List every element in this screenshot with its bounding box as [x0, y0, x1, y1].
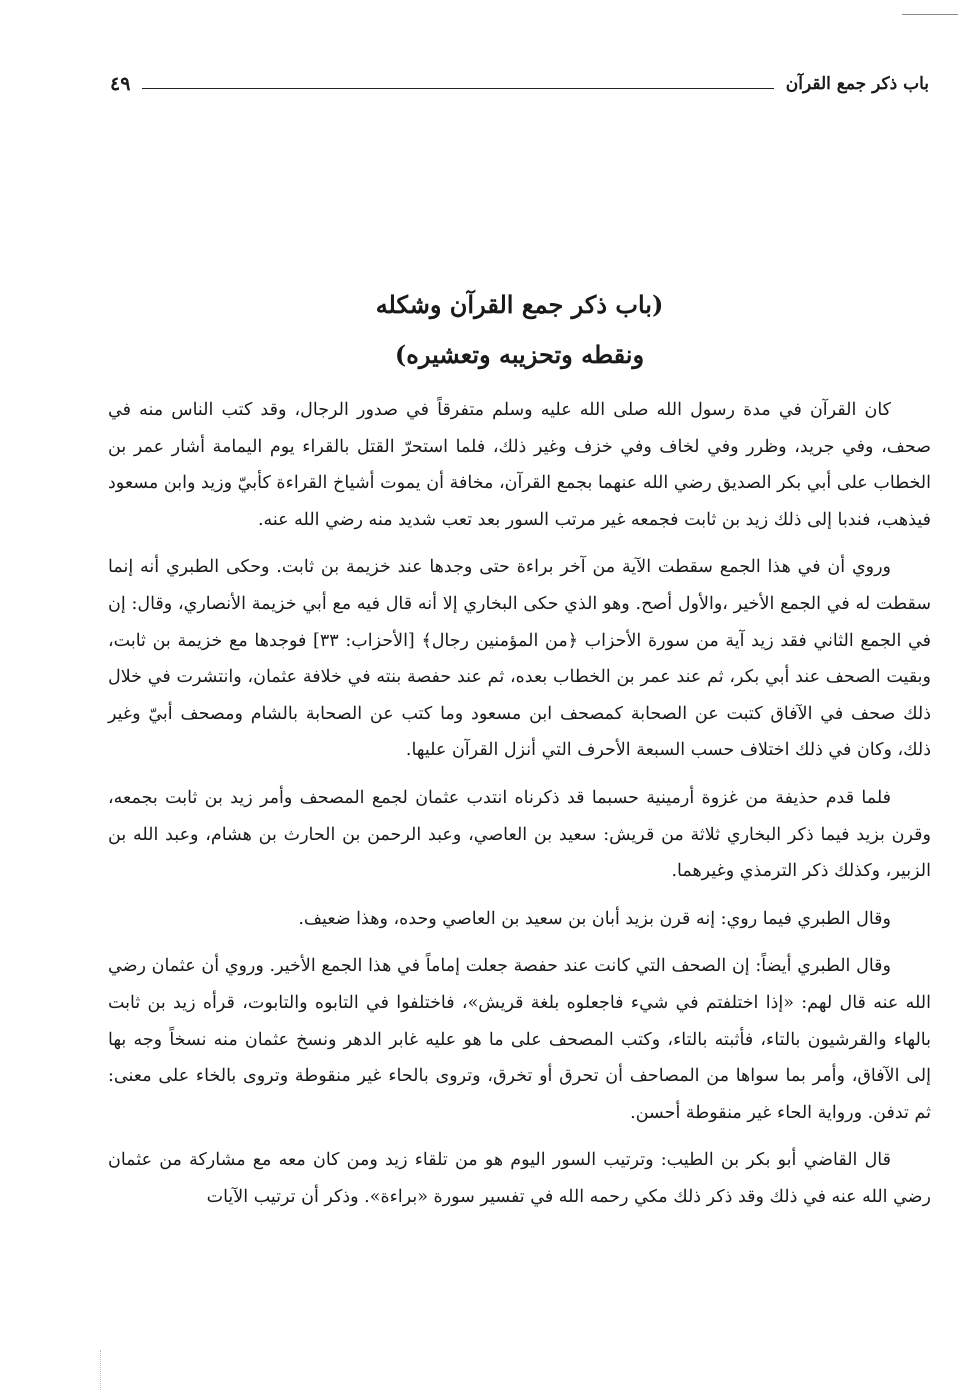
chapter-title-line-1: (باب ذكر جمع القرآن وشكله [375, 290, 664, 319]
paragraph-2: وروي أن في هذا الجمع سقطت الآية من آخر براءة حتى وجدها عند خزيمة بن ثابت. وحكى الطبري أنه إنما سقطت له في الجمع الأخير ،والأول أصح. وهو الذي حكى البخاري إلا أنه قال فيه مع أبي خزيمة الأنصاري، وقال: إن في الجمع الثاني فقد زيد آية من سورة الأحزاب ﴿من المؤمنين رجال﴾ [الأحزاب: ٣٣] فوجدها مع خزيمة بن ثابت، وبقيت الصحف عند أبي بكر، ثم عند عمر بن الخطاب بعده، ثم عند حفصة بنته في خلافة عثمان، وانتشرت في خلال ذلك صحف في الآفاق كتبت عن الصحابة كمصحف ابن مسعود وما كتب عن الصحابة بالشام ومصحف أبيّ وغير ذلك، وكان في ذلك اختلاف حسب السبعة الأحرف التي أنزل القرآن عليها. [108, 557, 931, 761]
margin-mark [100, 1350, 102, 1390]
page-number: ٤٩ [110, 73, 131, 95]
paragraph-1: كان القرآن في مدة رسول الله صلى الله عليه وسلم متفرقاً في صدور الرجال، وقد كتب الناس منه في صحف، وفي جريد، وظرر وفي لخاف وفي خزف وغير ذلك، فلما استحرّ القتل بالقراء يوم اليمامة أشار عمر بن الخطاب على أبي بكر الصديق رضي الله عنهما بجمع القرآن، مخافة أن يموت أشياخ القراءة كأبيّ وزيد وابن مسعود فيذهب، فندبا إلى ذلك زيد بن ثابت فجمعه غير مرتب السور بعد تعب شديد منه رضي الله عنه. [108, 400, 931, 530]
body-text [108, 392, 931, 1215]
paragraph-6: قال القاضي أبو بكر بن الطيب: وترتيب السور اليوم هو من تلقاء زيد ومن كان معه مع مشاركة من عثمان رضي الله عنه في ذلك وقد ذكر ذلك مكي رحمه الله في تفسير سورة «براءة». وذكر أن ترتيب الآيات [108, 1150, 931, 1207]
chapter-title-line-2: ونقطه وتحزيبه وتعشيره) [394, 340, 645, 369]
chapter-title [110, 280, 929, 380]
paragraph-3: فلما قدم حذيفة من غزوة أرمينية حسبما قد ذكرناه انتدب عثمان لجمع المصحف وأمر زيد بن ثابت بجمعه، وقرن بزيد فيما ذكر البخاري ثلاثة من قريش: سعيد بن العاصي، وعبد الرحمن بن الحارث بن هشام، وعبد الله بن الزبير، وكذلك ذكر الترمذي وغيرهما. [108, 787, 931, 882]
page-header [110, 66, 929, 102]
paragraph-5: وقال الطبري أيضاً: إن الصحف التي كانت عند حفصة جعلت إماماً في هذا الجمع الأخير. وروي أن عثمان رضي الله عنه قال لهم: «إذا اختلفتم في شيء فاجعلوه بلغة قريش»، فاختلفوا في التابوه والتابوت، قرأه زيد بن ثابت بالهاء والقرشيون بالتاء، فأثبته بالتاء، وكتب المصحف على ما هو عليه غابر الدهر ونسخ عثمان منه نسخاً وجه بها إلى الآفاق، وأمر بما سواها من المصاحف أن تحرق أو تخرق، وتروى بالحاء غير منقوطة وتروى بالخاء على معنى: ثم تدفن. ورواية الحاء غير منقوطة أحسن. [108, 956, 931, 1123]
top-edge-rule [902, 14, 958, 15]
header-rule [142, 88, 773, 89]
running-title: باب ذكر جمع القرآن [785, 74, 929, 94]
paragraph-4: وقال الطبري فيما روي: إنه قرن بزيد أبان بن سعيد بن العاصي وحده، وهذا ضعيف. [298, 908, 891, 929]
